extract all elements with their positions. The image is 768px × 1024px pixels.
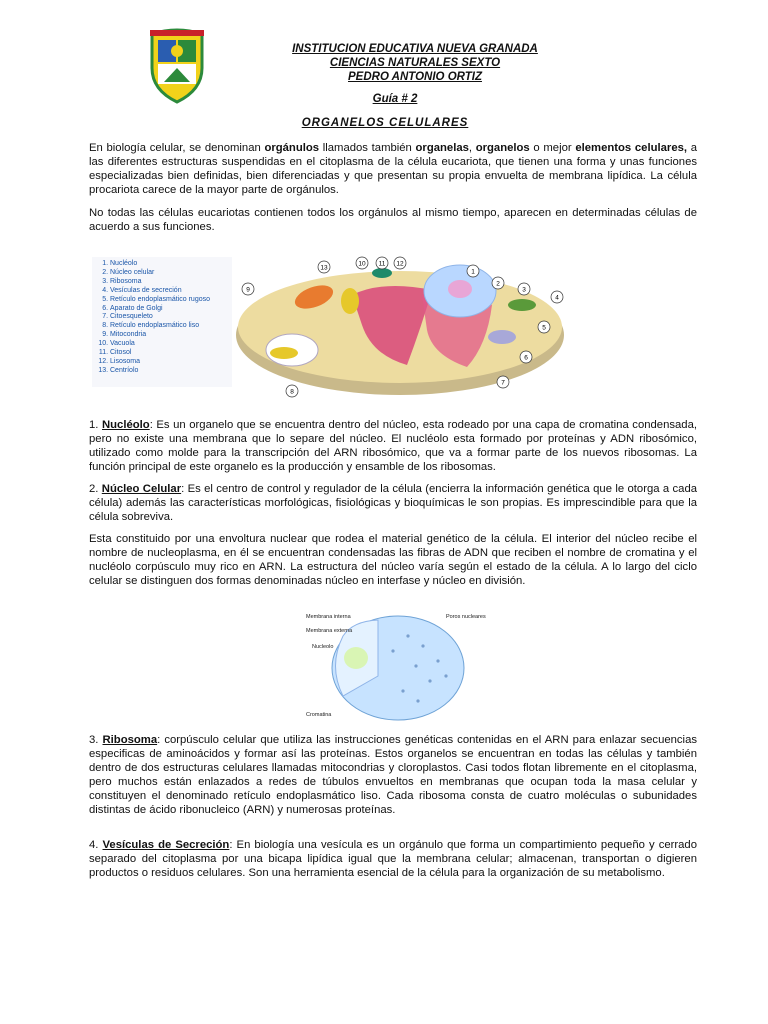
cell-callout-2 <box>492 277 504 289</box>
section-nucleolo: 1. Nucléolo: Es un organelo que se encuentra dentro del núcleo, esta rodeado por una capa de cromatina condensada, pero no existe una membrana que lo separe del núcleo. El nucléolo esta formado por proteínas y ADN ribosómico, utilizado como molde para la transcripción del ARN ribosómico, que va a formar parte de los nuevos ribosomas. La función principal de este organelo es la producción y ensamble de los ribosomas. <box>89 419 697 473</box>
svg-text:13: 13 <box>320 264 328 272</box>
section-vesiculas-secrecion: 4. Vesículas de Secreción: En biología una vesícula es un orgánulo que forma un compartimiento pequeño y cerrado separado del citoplasma por una bicapa lipídica igual que la membrana celular; almacenan, transportan o digieren productos o residuos celulares. Son una herramienta esencial de la célula para la organización de su metabolismo. <box>89 839 697 879</box>
teacher-name: PEDRO ANTONIO ORTIZ <box>348 71 482 83</box>
svg-text:12: 12 <box>396 260 404 268</box>
legend-item: 10. Vacuola <box>110 340 232 349</box>
svg-text:4: 4 <box>555 294 559 302</box>
legend-item: 12. Lisosoma <box>110 358 232 367</box>
svg-text:3: 3 <box>522 286 526 294</box>
cell-callout-11 <box>376 257 388 269</box>
label-nucleolo: Nucleolo <box>312 644 334 650</box>
cell-callout-5 <box>538 321 550 333</box>
cell-callout-13 <box>318 261 330 273</box>
legend-item: 3. Ribosoma <box>110 278 232 287</box>
svg-text:10: 10 <box>358 260 366 268</box>
label-membrana-interna: Membrana interna <box>306 614 351 620</box>
page-title: ORGANELOS CELULARES <box>301 117 469 129</box>
school-crest-logo <box>144 24 210 104</box>
label-membrana-externa: Membrana externa <box>306 628 353 634</box>
label-poros-nucleares: Poros nucleares <box>446 614 486 620</box>
cell-callout-7 <box>497 376 509 388</box>
legend-item: 6. Aparato de Golgi <box>110 305 232 314</box>
cell-callout-6 <box>520 351 532 363</box>
svg-text:6: 6 <box>524 354 528 362</box>
legend-item: 7. Citoesqueleto <box>110 313 232 322</box>
intro-paragraph-1: En biología celular, se denominan orgánulos llamados también organelas, organelos o mejor elementos celulares, a las diferentes estructuras suspendidas en el citoplasma de la célula eucariota, que tienen una forma y unas funciones especializadas bien definidas, bien diferenciadas y que presentan su propia envuelta de membrana lipídica. La célula procariota carece de la mayor parte de orgánulos. <box>89 142 697 196</box>
svg-text:5: 5 <box>542 324 546 332</box>
legend-item: 4. Vesículas de secreción <box>110 287 232 296</box>
legend-item: 8. Retículo endoplasmático liso <box>110 322 232 331</box>
legend-item: 9. Mitocondria <box>110 331 232 340</box>
cell-callout-3 <box>518 283 530 295</box>
animal-cell-diagram <box>232 255 572 400</box>
legend-item: 5. Retículo endoplasmático rugoso <box>110 296 232 305</box>
svg-text:8: 8 <box>290 388 294 396</box>
svg-text:7: 7 <box>501 379 505 387</box>
legend-item: 2. Núcleo celular <box>110 269 232 278</box>
intro-paragraph-2: No todas las células eucariotas contienen todos los orgánulos al mismo tiempo, aparecen en determinadas células de acuerdo a sus funciones. <box>89 207 697 233</box>
svg-text:1: 1 <box>471 268 475 276</box>
cell-callout-1 <box>467 265 479 277</box>
label-cromatina: Cromatina <box>306 712 332 718</box>
section-nucleo-detalle: Esta constituido por una envoltura nuclear que rodea el material genético de la célula. El interior del núcleo recibe el nombre de nucleoplasma, en él se encuentran condensadas las fibras de ADN que reciben el nombre de cromatina y el nucléolo corpúsculo muy rico en ARN. La estructura del núcleo varía según el estado de la célula. A lo largo del ciclo celular se distinguen dos formas denominadas núcleo en interfase y núcleo en división. <box>89 533 697 587</box>
subject-name: CIENCIAS NATURALES SEXTO <box>329 57 501 69</box>
cell-callout-4 <box>551 291 563 303</box>
svg-text:9: 9 <box>246 286 250 294</box>
organelle-legend <box>92 257 232 387</box>
legend-item: 13. Centríolo <box>110 367 232 376</box>
section-nucleo-celular: 2. Núcleo Celular: Es el centro de control y regulador de la célula (encierra la información genética que le otorga a cada célula) además las características morfológicas, fisiológicas y bioquímicas le son propias. Es imprescindible para que la célula sobreviva. <box>89 483 698 523</box>
cell-callout-9 <box>242 283 254 295</box>
section-ribosoma: 3. Ribosoma: corpúsculo celular que utiliza las instrucciones genéticas contenidas en el ARN para enlazar secuencias especificas de aminoácidos y formar así las proteínas. Estos organelos se encuentran en todas las células y también dentro de dos estructuras celulares llamadas mitocondrias y cloroplastos. Casi todos flotan libremente en el citoplasma, pero muchos están enlazados a redes de túbulos envueltos en membranas que ocupan toda la masa celular y constituyen el denominado retículo endoplasmático liso. Cada ribosoma consta de cuatro moléculas o subunidades distintas de ácido ribonucleico (ARN) y numerosas proteínas. <box>89 734 698 816</box>
institution-name: INSTITUCION EDUCATIVA NUEVA GRANADA <box>292 43 538 55</box>
nucleus-diagram <box>298 606 486 724</box>
svg-text:2: 2 <box>496 280 500 288</box>
svg-text:11: 11 <box>378 260 386 268</box>
legend-item: 1. Nucléolo <box>110 260 232 269</box>
cell-callout-8 <box>286 385 298 397</box>
cell-callout-12 <box>394 257 406 269</box>
cell-callout-10 <box>356 257 368 269</box>
guide-number: Guía # 2 <box>372 93 418 105</box>
legend-item: 11. Citosol <box>110 349 232 358</box>
